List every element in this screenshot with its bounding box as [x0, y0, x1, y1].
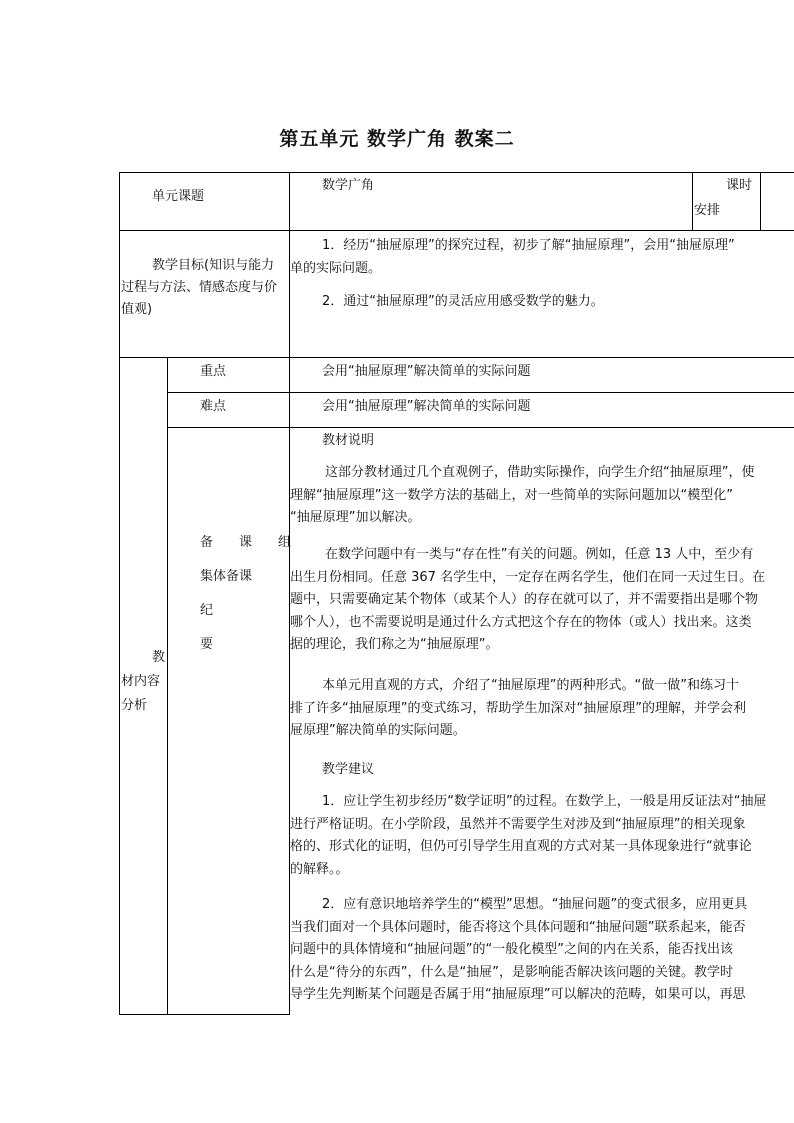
paragraph-line: 的解释。。: [290, 861, 349, 877]
goal-item: 2．通过“抽屉原理”的灵活应用感受数学的魅力。: [322, 294, 604, 309]
unit-topic-value: 数学广角: [322, 178, 375, 193]
table-border: [119, 357, 794, 358]
paragraph: [290, 462, 794, 530]
analysis-label: 分析: [121, 698, 148, 713]
table-border: [119, 1014, 289, 1015]
paragraph-line: 格的、形式化的证明，但仍可引导学生用直观的方式对某一具体现象进行“就事论: [290, 839, 752, 854]
paragraph-line: 题中，只需要确定某个物体（或某个人）的存在就可以了，并不需要指出是哪个物: [290, 592, 759, 607]
table-border: [760, 172, 761, 230]
table-border: [119, 230, 794, 231]
difficulty-value: 会用“抽屉原理”解决简单的实际问题: [322, 399, 531, 414]
prep-label: 集体备课: [200, 569, 253, 584]
paragraph-line: 2．应有意识地培养学生的“模型”思想。“抽屉问题”的变式很多，应用更具: [322, 897, 748, 912]
paragraph-line: 屉原理”解决简单的实际问题。: [290, 723, 466, 738]
table-border: [167, 392, 794, 393]
paragraph-line: 问题中的具体情境和“抽屉问题”的“一般化模型”之间的内在关系，能否找出该: [290, 942, 733, 957]
table-border: [692, 172, 693, 230]
paragraph-line: 本单元用直观的方式，介绍了“抽屉原理”的两种形式。“做一做”和练习十: [322, 678, 739, 693]
prep-label: 纪: [200, 603, 214, 618]
paragraph-line: 理解“抽屉原理”这一数学方法的基础上，对一些简单的实际问题加以“模型化”: [290, 487, 733, 503]
paragraph-line: 据的理论，我们称之为“抽屉原理”。: [290, 637, 499, 652]
paragraph-line: 出生月份相同。任意 367 名学生中，一定存在两名学生，他们在同一天过生日。在: [290, 569, 766, 585]
paragraph-line: 哪个人），也不需要说明是通过什么方式把这个存在的物体（或人）找出来。这类: [290, 614, 752, 630]
paragraph: [290, 791, 794, 881]
paragraph-line: 当我们面对一个具体问题时，能否将这个具体问题和“抽屉问题”联系起来，能否: [290, 919, 746, 935]
paragraph-line: “抽屉原理”加以解决。: [290, 510, 421, 525]
goals-label: 教学目标(知识与能力: [152, 258, 275, 273]
goals-label: 值观): [121, 302, 153, 317]
paragraph-line: 排了许多“抽屉原理”的变式练习，帮助学生加深对“抽屉原理”的理解，并学会利: [290, 700, 746, 716]
document-title: 第五单元 数学广角 教案二: [279, 128, 515, 150]
goal-item: 1．经历“抽屉原理”的探究过程，初步了解“抽屉原理”，会用“抽屉原理”: [322, 238, 735, 253]
table-border: [167, 357, 168, 1015]
analysis-label: 材内容: [121, 674, 161, 689]
analysis-label: 教: [152, 650, 166, 665]
table-border: [167, 427, 794, 428]
key-point-value: 会用“抽屉原理”解决简单的实际问题: [322, 364, 531, 379]
key-point-label: 重点: [200, 364, 227, 379]
paragraph: [290, 894, 794, 1007]
class-hours-label: 安排: [694, 203, 721, 218]
paragraph-line: 什么是“待分的东西”，什么是“抽屉”，是影响能否解决该问题的关键。教学时: [290, 964, 733, 980]
section-heading: 教学建议: [322, 762, 375, 777]
paragraph-line: 进行严格证明。在小学阶段，虽然并不需要学生对涉及到“抽屉原理”的相关现象: [290, 816, 746, 832]
paragraph-line: 1．应让学生初步经历“数学证明”的过程。在数学上，一般是用反证法对“抽屉: [322, 794, 767, 809]
class-hours-label: 课时: [726, 178, 753, 193]
paragraph: [290, 544, 794, 657]
table-border: [119, 172, 120, 1015]
paragraph-line: 导学生先判断某个问题是否属于用“抽屉原理”可以解决的范畴，如果可以，再思: [290, 987, 746, 1002]
goal-item: 单的实际问题。: [290, 261, 382, 276]
unit-topic-label: 单元课题: [152, 189, 205, 204]
prep-label: 要: [200, 637, 214, 652]
prep-label: 备 课 组: [200, 535, 292, 550]
difficulty-label: 难点: [200, 399, 227, 414]
paragraph-line: 在数学问题中有一类与“存在性”有关的问题。例如，任意 13 人中，至少有: [325, 547, 754, 562]
paragraph: [290, 675, 794, 743]
section-heading: 教材说明: [322, 433, 375, 448]
paragraph-line: 这部分教材通过几个直观例子，借助实际操作，向学生介绍“抽屉原理”，使: [325, 465, 755, 480]
goals-label: 过程与方法、情感态度与价: [121, 280, 278, 295]
